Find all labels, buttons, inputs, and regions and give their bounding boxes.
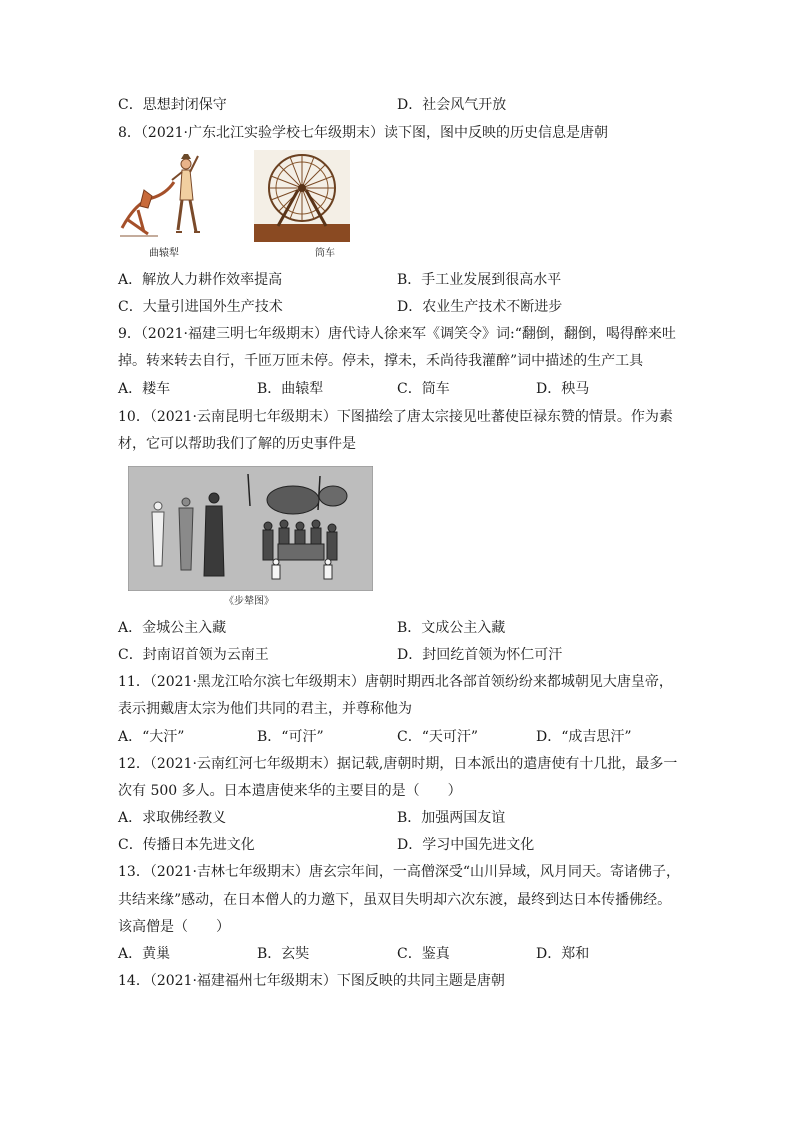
q8-option-d: D．农业生产技术不断进步 xyxy=(397,299,563,315)
q12-stem-line-1: 12．（2021·云南红河七年级期末）据记载,唐朝时期，日本派出的遣唐使有十几批，最多一 xyxy=(118,756,678,772)
q13-stem-line-1: 13．（2021·吉林七年级期末）唐玄宗年间，一高僧深受“山川异域，风月同天。寄诸佛子， xyxy=(118,864,681,880)
q13-option-a: A．黄巢 xyxy=(118,946,171,962)
curved-plow-caption: 曲辕犁 xyxy=(149,248,179,259)
q10-stem-line-1: 10．（2021·云南昆明七年级期末）下图描绘了唐太宗接见吐蕃使臣禄东赞的情景。作为素 xyxy=(118,409,673,425)
q11-option-a: A．“大汗” xyxy=(118,729,185,745)
q11-stem-line-2: 表示拥戴唐太宗为他们共同的君主，并尊称他为 xyxy=(118,701,412,717)
q9-option-b: B．曲辕犁 xyxy=(257,381,324,397)
q9-option-d: D．秧马 xyxy=(536,381,590,397)
q9-stem-line-2: 掉。转来转去自行，千匝万匝未停。停未，撑未，禾尚待我灌醉”词中描述的生产工具 xyxy=(118,353,644,369)
q13-stem-line-2: 共结来缘”感动，在日本僧人的力邀下，虽双目失明却六次东渡，最终到达日本传播佛经。 xyxy=(118,892,672,908)
curved-plow-figure xyxy=(118,150,208,245)
q13-option-b: B．玄奘 xyxy=(257,946,310,962)
q8-option-c: C．大量引进国外生产技术 xyxy=(118,299,283,315)
bunian-painting-figure xyxy=(128,466,373,591)
q11-option-c: C．“天可汗” xyxy=(397,729,479,745)
q7-option-d: D．社会风气开放 xyxy=(397,97,507,113)
q12-option-d: D．学习中国先进文化 xyxy=(397,837,535,853)
q9-stem-line-1: 9．（2021·福建三明七年级期末）唐代诗人徐来军《调笑令》词:“翻倒，翻倒，喝得醉来吐 xyxy=(118,326,676,342)
water-wheel-figure xyxy=(254,150,350,242)
bunian-painting-caption: 《步辇图》 xyxy=(224,596,274,607)
q8-option-a: A．解放人力耕作效率提高 xyxy=(118,272,283,288)
water-wheel-caption: 筒车 xyxy=(315,248,335,259)
q14-stem: 14．（2021·福建福州七年级期末）下图反映的共同主题是唐朝 xyxy=(118,973,505,989)
q13-stem-line-3: 该高僧是（ ） xyxy=(118,919,230,935)
q10-option-c: C．封南诏首领为云南王 xyxy=(118,647,269,663)
q11-stem-line-1: 11．（2021·黑龙江哈尔滨七年级期末）唐朝时期西北各部首领纷纷来都城朝见大唐皇帝， xyxy=(118,674,673,690)
q12-option-a: A．求取佛经教义 xyxy=(118,810,227,826)
q9-option-c: C．筒车 xyxy=(397,381,450,397)
q9-option-a: A．耧车 xyxy=(118,381,171,397)
q13-option-d: D．郑和 xyxy=(536,946,590,962)
q11-option-b: B．“可汗” xyxy=(257,729,324,745)
q12-option-c: C．传播日本先进文化 xyxy=(118,837,255,853)
q11-option-d: D．“成吉思汗” xyxy=(536,729,632,745)
q10-stem-line-2: 材，它可以帮助我们了解的历史事件是 xyxy=(118,436,356,452)
q8-stem: 8．（2021·广东北江实验学校七年级期末）读下图，图中反映的历史信息是唐朝 xyxy=(118,125,608,141)
q12-option-b: B．加强两国友谊 xyxy=(397,810,506,826)
q10-option-d: D．封回纥首领为怀仁可汗 xyxy=(397,647,563,663)
q10-option-a: A．金城公主入藏 xyxy=(118,620,227,636)
q7-option-c: C．思想封闭保守 xyxy=(118,97,227,113)
q8-option-b: B．手工业发展到很高水平 xyxy=(397,272,562,288)
q12-stem-line-2: 次有 500 多人。日本遣唐使来华的主要目的是（ ） xyxy=(118,783,462,799)
q13-option-c: C．鉴真 xyxy=(397,946,450,962)
q10-option-b: B．文成公主入藏 xyxy=(397,620,506,636)
